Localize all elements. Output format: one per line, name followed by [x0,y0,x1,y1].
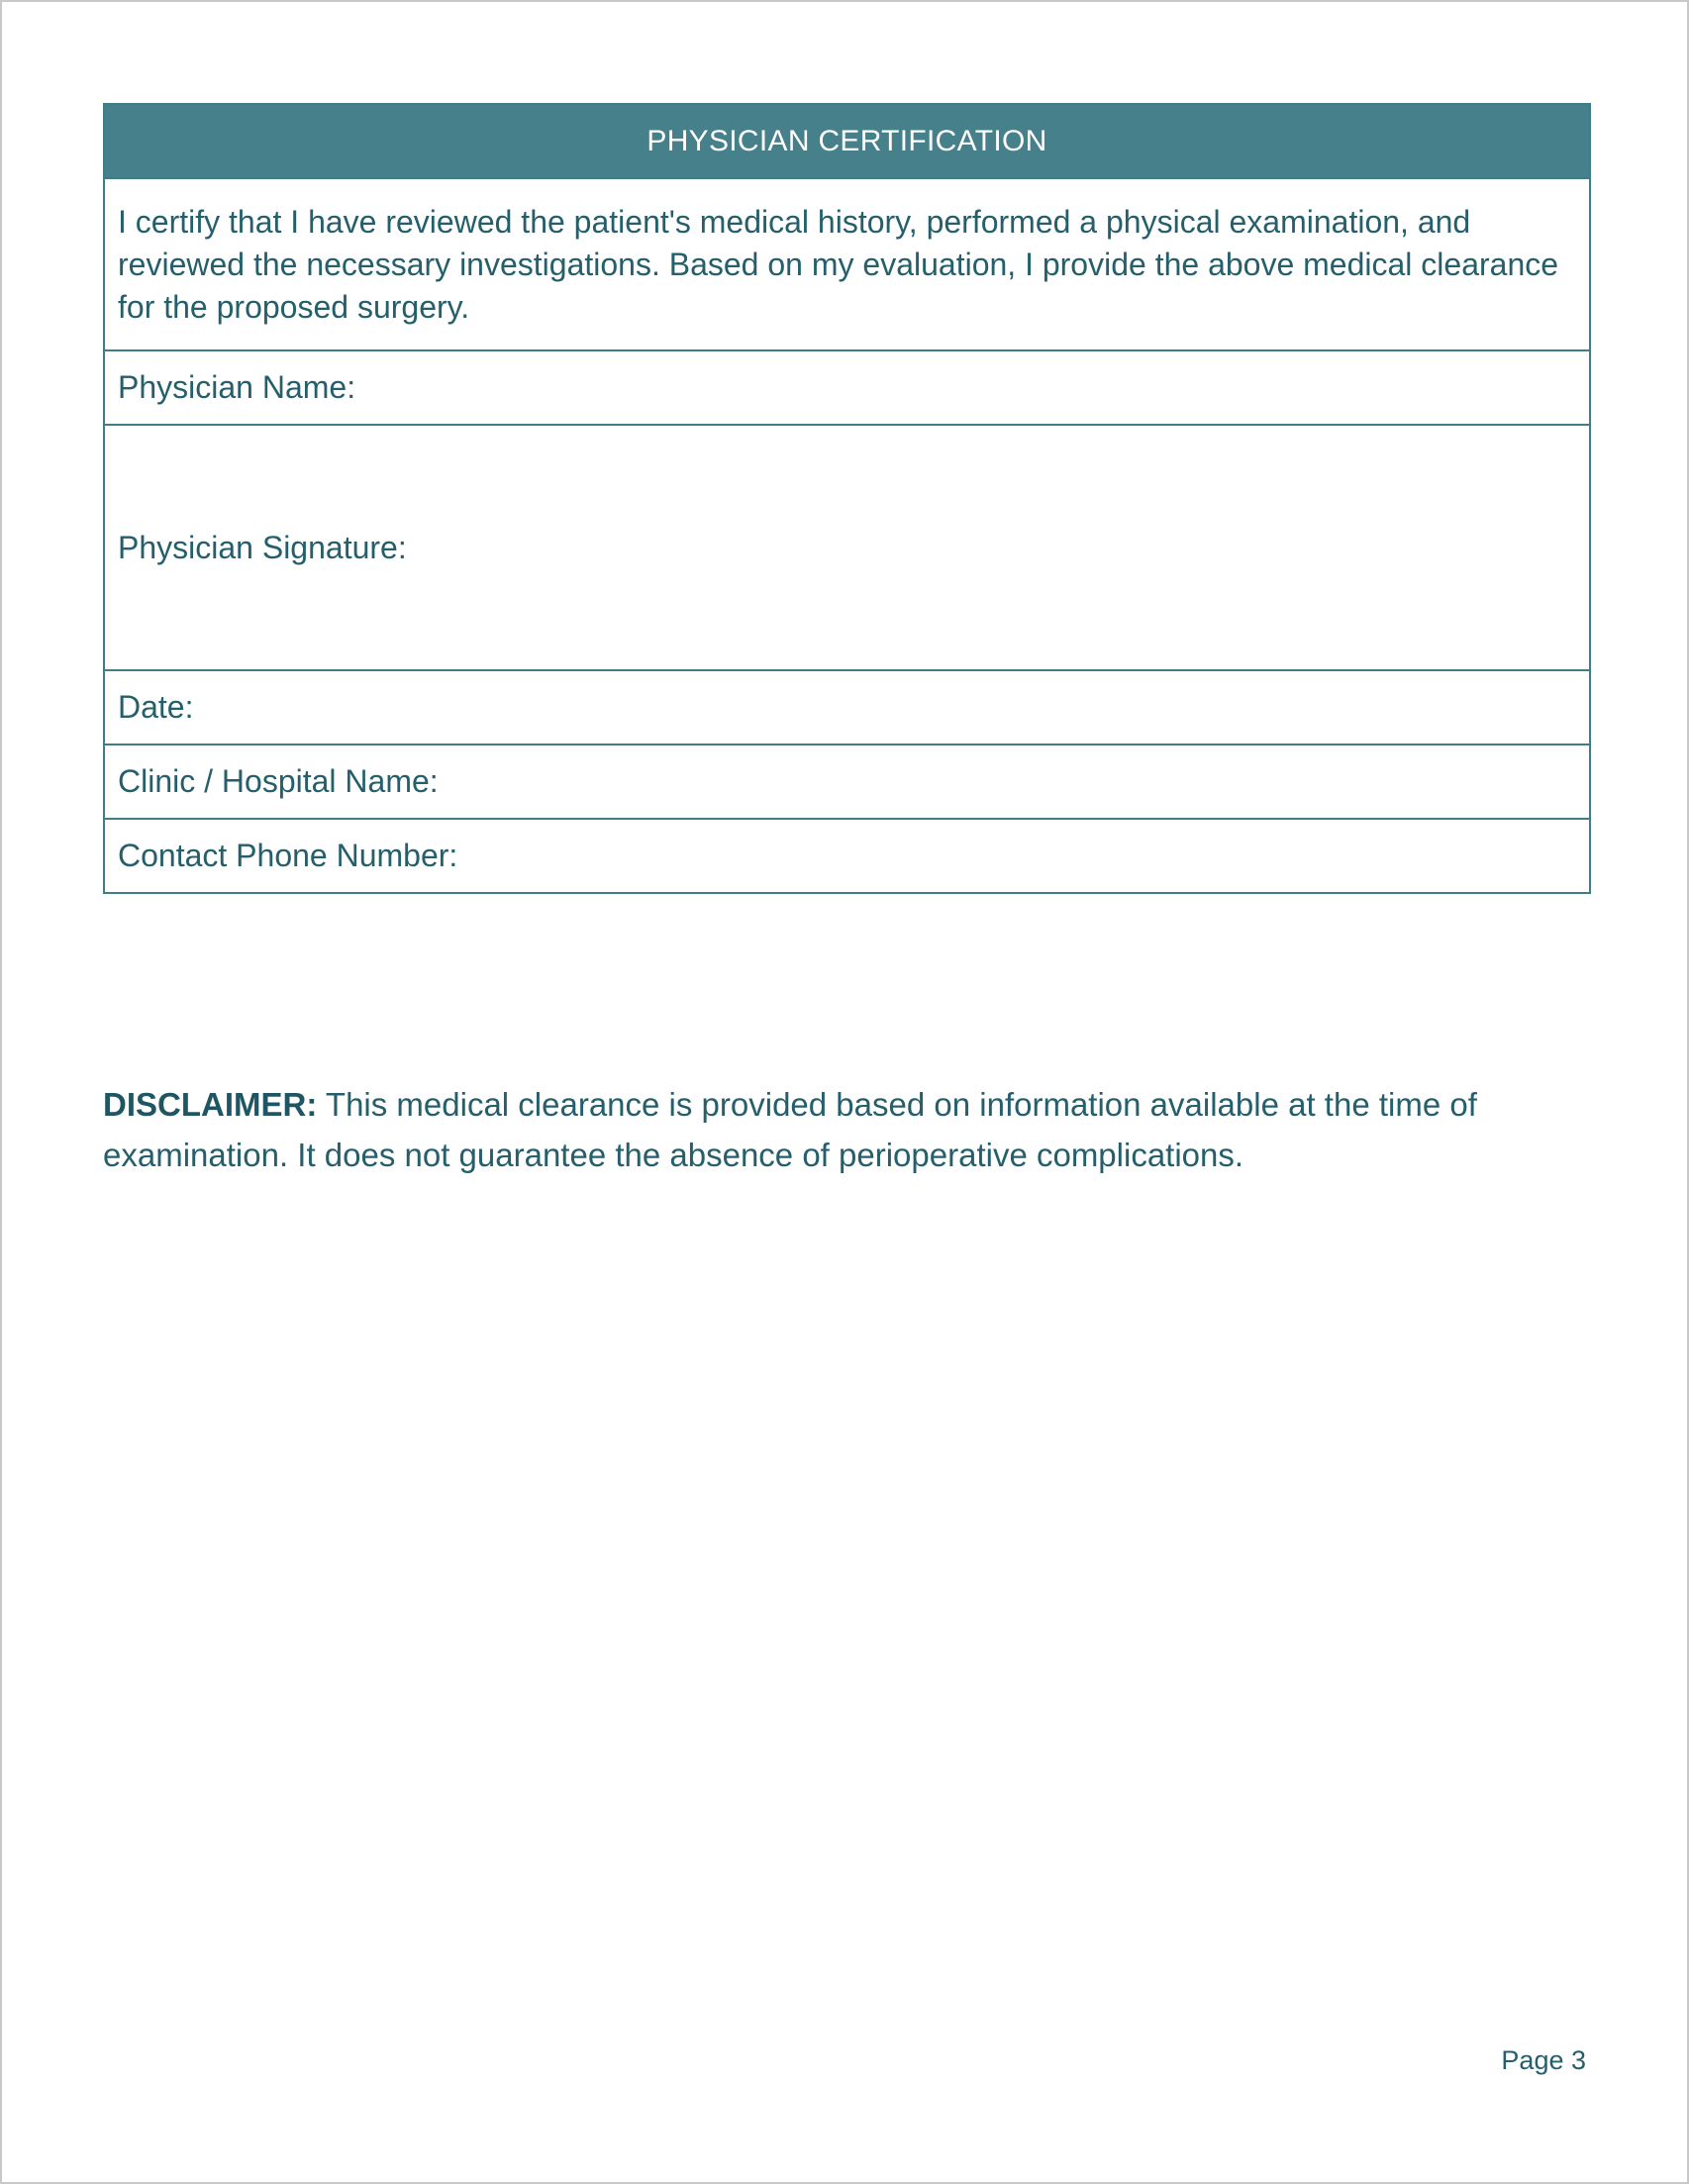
physician-signature-field[interactable]: Physician Signature: [104,425,1590,670]
clinic-hospital-name-field[interactable]: Clinic / Hospital Name: [104,745,1590,819]
contact-phone-row [104,819,1590,893]
clinic-hospital-row [104,745,1590,819]
physician-name-field[interactable]: Physician Name: [104,350,1590,425]
certification-statement-row [104,178,1590,350]
certification-statement: I certify that I have reviewed the patient's medical history, performed a physical examination, and reviewed the necessary investigations. Based on my evaluation, I provide the above medical clearance for the proposed surgery. [104,178,1590,350]
page-number: Page 3 [1501,2045,1586,2075]
contact-phone-number-field[interactable]: Contact Phone Number: [104,819,1590,893]
physician-name-row [104,350,1590,425]
disclaimer-text: This medical clearance is provided based on information available at the time of examination. It does not guarantee the absence of perioperative complications. [103,1086,1477,1173]
date-row [104,670,1590,745]
physician-signature-row [104,425,1590,670]
certification-header: PHYSICIAN CERTIFICATION [104,104,1590,178]
disclaimer-label: DISCLAIMER: [103,1086,318,1123]
physician-certification-table [103,103,1591,894]
date-field[interactable]: Date: [104,670,1590,745]
certification-header-row [104,104,1590,178]
disclaimer-paragraph [103,1079,1588,1180]
